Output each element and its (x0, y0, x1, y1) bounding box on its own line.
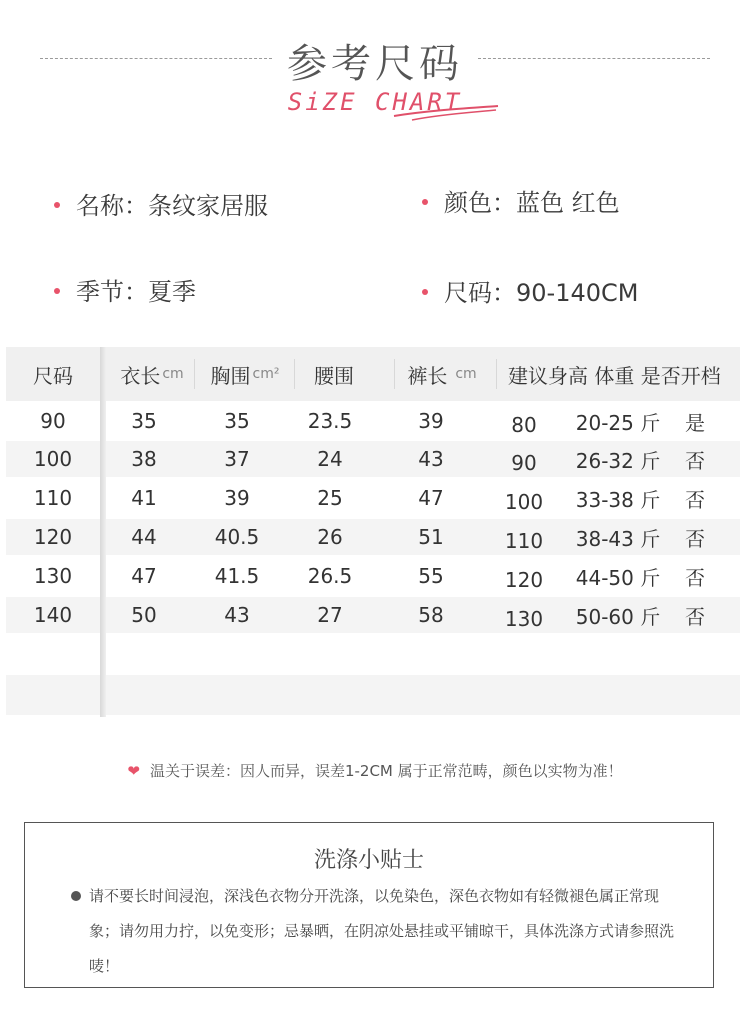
info-season: 季节：夏季 (54, 272, 196, 307)
cell-size: 130 (33, 564, 73, 588)
bullet-dot-icon (54, 288, 60, 294)
cell-size: 100 (33, 447, 73, 471)
cell-weight: 20-25 斤 (575, 410, 661, 435)
cell-waist: 26 (317, 525, 343, 549)
cell-size: 120 (33, 525, 73, 549)
table-row (6, 441, 740, 477)
cell-open: 否 (685, 604, 705, 629)
cell-weight: 26-32 斤 (575, 448, 661, 473)
header-separator (194, 359, 195, 389)
cell-length: 41 (131, 486, 157, 510)
cell-height: 120 (504, 568, 544, 592)
cell-pants: 47 (418, 486, 444, 510)
table-row (6, 558, 740, 594)
cell-waist: 25 (317, 486, 343, 510)
cell-waist: 23.5 (307, 409, 353, 433)
cell-length: 44 (131, 525, 157, 549)
cell-size: 140 (33, 603, 73, 627)
table-row (6, 519, 740, 555)
cell-weight: 38-43 斤 (575, 526, 661, 551)
cell-chest: 41.5 (214, 564, 260, 588)
error-note: ❤ 温关于误差：因人而异，误差1-2CM 属于正常范畴，颜色以实物为准！ (127, 762, 623, 780)
cell-pants: 51 (418, 525, 444, 549)
table-row (6, 597, 740, 633)
page-subtitle: SiZE CHART (287, 88, 463, 116)
bullet-dot-icon (422, 289, 428, 295)
table-row (6, 403, 740, 439)
cell-chest: 40.5 (214, 525, 260, 549)
wash-tips-title: 洗涤小贴士 (313, 848, 424, 873)
cell-waist: 26.5 (307, 564, 353, 588)
cell-chest: 43 (224, 603, 250, 627)
cell-waist: 27 (317, 603, 343, 627)
cell-chest: 37 (224, 447, 250, 471)
info-size: 尺码：90-140CM (422, 273, 638, 308)
cell-length: 35 (131, 409, 157, 433)
cell-pants: 55 (418, 564, 444, 588)
cell-pants: 58 (418, 603, 444, 627)
page-title: 参考尺码 (287, 41, 463, 87)
wash-tips-box (24, 822, 714, 988)
cell-height: 80 (511, 413, 537, 437)
table-empty-row (6, 675, 740, 715)
header-waist: 腰围 (314, 363, 354, 388)
cell-height: 100 (504, 490, 544, 514)
cell-size: 90 (40, 409, 66, 433)
header-separator (496, 359, 497, 389)
table-row (6, 480, 740, 516)
swoosh-underline-icon (392, 98, 502, 124)
wash-tips-text: 请不要长时间浸泡，深浅色衣物分开洗涤，以免染色，深色衣物如有轻微褪色属正常现象；请勿用力拧，以免变形；忌暴晒，在阴凉处悬挂或平铺晾干，具体洗涤方式请参照洗唛！ (89, 887, 675, 975)
cell-chest: 39 (224, 486, 250, 510)
cell-height: 90 (511, 451, 537, 475)
cell-pants: 43 (418, 447, 444, 471)
cell-length: 38 (131, 447, 157, 471)
bullet-dot-icon (422, 199, 428, 205)
cell-open: 否 (685, 565, 705, 590)
bullet-dot-icon (54, 202, 60, 208)
bullet-dot-icon (71, 891, 81, 901)
cell-weight: 44-50 斤 (575, 565, 661, 590)
cell-size: 110 (33, 486, 73, 510)
heart-icon: ❤ (127, 762, 140, 780)
cell-open: 否 (685, 448, 705, 473)
cell-length: 47 (131, 564, 157, 588)
table-header-row (6, 347, 740, 401)
cell-waist: 24 (317, 447, 343, 471)
header-separator (394, 359, 395, 389)
header-length: 衣长 cm (120, 363, 184, 388)
cell-open: 是 (685, 410, 705, 435)
header-chest: 胸围 cm² (210, 363, 280, 388)
header-height-weight-open: 建议身高 体重 是否开档 (508, 363, 721, 388)
header-pants: 裤长 cm (407, 363, 477, 388)
cell-weight: 33-38 斤 (575, 487, 661, 512)
info-name: 名称：条纹家居服 (54, 186, 268, 221)
table-divider (100, 347, 106, 717)
cell-length: 50 (131, 603, 157, 627)
cell-weight: 50-60 斤 (575, 604, 661, 629)
cell-chest: 35 (224, 409, 250, 433)
cell-pants: 39 (418, 409, 444, 433)
cell-height: 110 (504, 529, 544, 553)
header-separator (294, 359, 295, 389)
cell-open: 否 (685, 526, 705, 551)
header-size: 尺码 (33, 363, 73, 388)
cell-open: 否 (685, 487, 705, 512)
info-color: 颜色：蓝色 红色 (422, 183, 620, 218)
cell-height: 130 (504, 607, 544, 631)
